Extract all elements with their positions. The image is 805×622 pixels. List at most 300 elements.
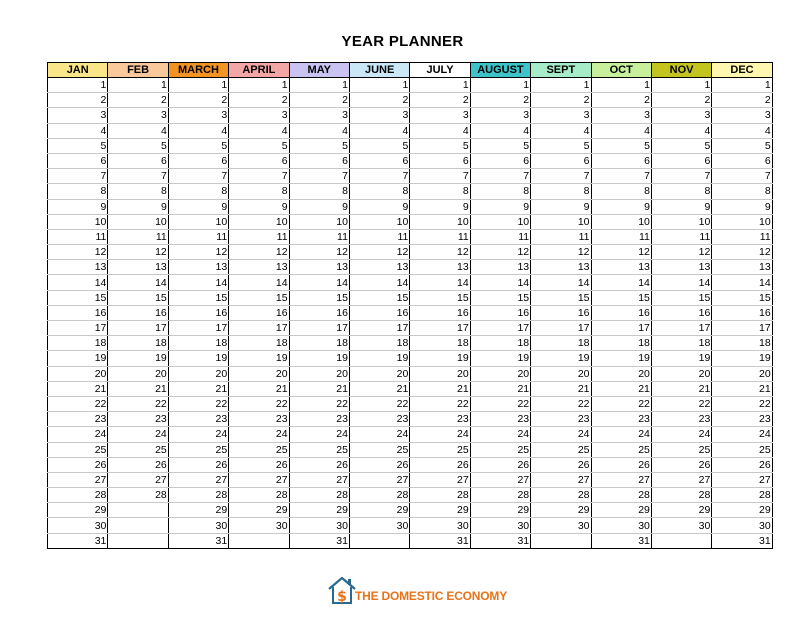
day-cell-may[interactable]: 15 [289,290,349,305]
day-cell-july[interactable]: 16 [410,305,470,320]
day-cell-march[interactable]: 9 [168,199,228,214]
day-cell-july[interactable]: 10 [410,214,470,229]
day-cell-march[interactable]: 14 [168,275,228,290]
day-cell-may[interactable]: 5 [289,138,349,153]
day-cell-april[interactable]: 19 [229,351,289,366]
day-cell-dec[interactable]: 5 [712,138,772,153]
day-cell-august[interactable]: 17 [470,321,530,336]
day-cell-may[interactable]: 8 [289,184,349,199]
day-cell-nov[interactable]: 20 [651,366,711,381]
day-cell-feb[interactable]: 2 [108,93,168,108]
day-cell-jan[interactable]: 30 [48,518,108,533]
day-cell-jan[interactable]: 20 [48,366,108,381]
day-cell-july[interactable]: 9 [410,199,470,214]
day-cell-may[interactable]: 1 [289,78,349,93]
day-cell-march[interactable]: 5 [168,138,228,153]
day-cell-nov[interactable]: 9 [651,199,711,214]
day-cell-dec[interactable]: 26 [712,457,772,472]
day-cell-may[interactable]: 11 [289,229,349,244]
day-cell-jan[interactable]: 16 [48,305,108,320]
day-cell-nov[interactable]: 3 [651,108,711,123]
day-cell-dec[interactable]: 18 [712,336,772,351]
day-cell-sept[interactable]: 10 [531,214,591,229]
day-cell-sept[interactable]: 14 [531,275,591,290]
day-cell-dec[interactable]: 31 [712,533,772,548]
day-cell-feb[interactable] [108,503,168,518]
day-cell-jan[interactable]: 7 [48,169,108,184]
day-cell-july[interactable]: 30 [410,518,470,533]
day-cell-may[interactable]: 30 [289,518,349,533]
day-cell-august[interactable]: 31 [470,533,530,548]
day-cell-nov[interactable]: 29 [651,503,711,518]
day-cell-july[interactable]: 20 [410,366,470,381]
day-cell-jan[interactable]: 4 [48,123,108,138]
day-cell-july[interactable]: 11 [410,229,470,244]
day-cell-july[interactable]: 8 [410,184,470,199]
day-cell-nov[interactable]: 6 [651,153,711,168]
day-cell-oct[interactable]: 28 [591,488,651,503]
day-cell-june[interactable]: 28 [349,488,409,503]
day-cell-april[interactable]: 13 [229,260,289,275]
day-cell-feb[interactable]: 18 [108,336,168,351]
day-cell-june[interactable]: 3 [349,108,409,123]
day-cell-april[interactable]: 22 [229,396,289,411]
day-cell-feb[interactable]: 16 [108,305,168,320]
day-cell-july[interactable]: 22 [410,396,470,411]
day-cell-july[interactable]: 31 [410,533,470,548]
day-cell-feb[interactable]: 28 [108,488,168,503]
day-cell-jan[interactable]: 15 [48,290,108,305]
day-cell-june[interactable]: 29 [349,503,409,518]
day-cell-april[interactable]: 27 [229,472,289,487]
day-cell-dec[interactable]: 4 [712,123,772,138]
day-cell-dec[interactable]: 8 [712,184,772,199]
day-cell-may[interactable]: 2 [289,93,349,108]
day-cell-july[interactable]: 21 [410,381,470,396]
day-cell-april[interactable]: 6 [229,153,289,168]
day-cell-feb[interactable]: 8 [108,184,168,199]
day-cell-oct[interactable]: 24 [591,427,651,442]
day-cell-sept[interactable]: 6 [531,153,591,168]
day-cell-feb[interactable]: 11 [108,229,168,244]
day-cell-april[interactable]: 3 [229,108,289,123]
day-cell-oct[interactable]: 21 [591,381,651,396]
day-cell-may[interactable]: 18 [289,336,349,351]
day-cell-jan[interactable]: 28 [48,488,108,503]
day-cell-march[interactable]: 11 [168,229,228,244]
day-cell-march[interactable]: 22 [168,396,228,411]
day-cell-april[interactable]: 28 [229,488,289,503]
day-cell-feb[interactable]: 3 [108,108,168,123]
day-cell-dec[interactable]: 22 [712,396,772,411]
day-cell-march[interactable]: 4 [168,123,228,138]
day-cell-may[interactable]: 19 [289,351,349,366]
day-cell-dec[interactable]: 17 [712,321,772,336]
day-cell-dec[interactable]: 27 [712,472,772,487]
day-cell-feb[interactable]: 13 [108,260,168,275]
day-cell-august[interactable]: 9 [470,199,530,214]
day-cell-jan[interactable]: 2 [48,93,108,108]
day-cell-nov[interactable]: 8 [651,184,711,199]
day-cell-august[interactable]: 2 [470,93,530,108]
day-cell-jan[interactable]: 17 [48,321,108,336]
day-cell-sept[interactable]: 24 [531,427,591,442]
day-cell-nov[interactable]: 28 [651,488,711,503]
day-cell-sept[interactable]: 17 [531,321,591,336]
day-cell-nov[interactable]: 11 [651,229,711,244]
day-cell-feb[interactable]: 21 [108,381,168,396]
day-cell-june[interactable]: 24 [349,427,409,442]
day-cell-oct[interactable]: 2 [591,93,651,108]
day-cell-oct[interactable]: 11 [591,229,651,244]
day-cell-dec[interactable]: 10 [712,214,772,229]
day-cell-march[interactable]: 7 [168,169,228,184]
day-cell-august[interactable]: 5 [470,138,530,153]
day-cell-dec[interactable]: 15 [712,290,772,305]
day-cell-april[interactable]: 18 [229,336,289,351]
day-cell-april[interactable]: 11 [229,229,289,244]
day-cell-jan[interactable]: 14 [48,275,108,290]
day-cell-august[interactable]: 23 [470,412,530,427]
day-cell-august[interactable]: 3 [470,108,530,123]
day-cell-july[interactable]: 23 [410,412,470,427]
day-cell-sept[interactable]: 11 [531,229,591,244]
day-cell-dec[interactable]: 20 [712,366,772,381]
day-cell-june[interactable]: 15 [349,290,409,305]
day-cell-march[interactable]: 31 [168,533,228,548]
day-cell-dec[interactable]: 30 [712,518,772,533]
day-cell-dec[interactable]: 24 [712,427,772,442]
day-cell-sept[interactable]: 3 [531,108,591,123]
day-cell-april[interactable]: 17 [229,321,289,336]
day-cell-june[interactable]: 4 [349,123,409,138]
day-cell-oct[interactable]: 16 [591,305,651,320]
day-cell-july[interactable]: 2 [410,93,470,108]
day-cell-oct[interactable]: 7 [591,169,651,184]
day-cell-feb[interactable]: 26 [108,457,168,472]
day-cell-nov[interactable]: 16 [651,305,711,320]
day-cell-oct[interactable]: 20 [591,366,651,381]
day-cell-june[interactable]: 10 [349,214,409,229]
day-cell-april[interactable]: 16 [229,305,289,320]
day-cell-may[interactable]: 3 [289,108,349,123]
day-cell-july[interactable]: 17 [410,321,470,336]
day-cell-august[interactable]: 18 [470,336,530,351]
day-cell-feb[interactable]: 15 [108,290,168,305]
day-cell-may[interactable]: 4 [289,123,349,138]
day-cell-jan[interactable]: 11 [48,229,108,244]
day-cell-dec[interactable]: 19 [712,351,772,366]
day-cell-july[interactable]: 1 [410,78,470,93]
day-cell-nov[interactable]: 7 [651,169,711,184]
day-cell-nov[interactable]: 25 [651,442,711,457]
day-cell-oct[interactable]: 22 [591,396,651,411]
day-cell-sept[interactable]: 26 [531,457,591,472]
day-cell-march[interactable]: 3 [168,108,228,123]
day-cell-sept[interactable]: 4 [531,123,591,138]
day-cell-august[interactable]: 24 [470,427,530,442]
day-cell-jan[interactable]: 10 [48,214,108,229]
day-cell-sept[interactable]: 1 [531,78,591,93]
day-cell-june[interactable]: 16 [349,305,409,320]
day-cell-dec[interactable]: 25 [712,442,772,457]
day-cell-march[interactable]: 28 [168,488,228,503]
day-cell-may[interactable]: 16 [289,305,349,320]
day-cell-march[interactable]: 25 [168,442,228,457]
day-cell-june[interactable]: 26 [349,457,409,472]
day-cell-june[interactable]: 17 [349,321,409,336]
day-cell-dec[interactable]: 3 [712,108,772,123]
day-cell-august[interactable]: 27 [470,472,530,487]
day-cell-oct[interactable]: 4 [591,123,651,138]
day-cell-june[interactable]: 20 [349,366,409,381]
day-cell-june[interactable]: 25 [349,442,409,457]
day-cell-august[interactable]: 1 [470,78,530,93]
day-cell-nov[interactable]: 21 [651,381,711,396]
day-cell-april[interactable]: 10 [229,214,289,229]
day-cell-june[interactable]: 14 [349,275,409,290]
day-cell-jan[interactable]: 21 [48,381,108,396]
day-cell-oct[interactable]: 19 [591,351,651,366]
day-cell-jan[interactable]: 26 [48,457,108,472]
day-cell-august[interactable]: 28 [470,488,530,503]
day-cell-june[interactable]: 6 [349,153,409,168]
day-cell-oct[interactable]: 5 [591,138,651,153]
day-cell-may[interactable]: 10 [289,214,349,229]
day-cell-jan[interactable]: 22 [48,396,108,411]
day-cell-oct[interactable]: 25 [591,442,651,457]
day-cell-feb[interactable]: 1 [108,78,168,93]
day-cell-sept[interactable]: 18 [531,336,591,351]
day-cell-june[interactable]: 8 [349,184,409,199]
day-cell-feb[interactable]: 25 [108,442,168,457]
day-cell-oct[interactable]: 29 [591,503,651,518]
day-cell-feb[interactable]: 22 [108,396,168,411]
day-cell-july[interactable]: 14 [410,275,470,290]
day-cell-feb[interactable]: 4 [108,123,168,138]
day-cell-july[interactable]: 3 [410,108,470,123]
day-cell-oct[interactable]: 6 [591,153,651,168]
day-cell-march[interactable]: 23 [168,412,228,427]
day-cell-march[interactable]: 8 [168,184,228,199]
day-cell-jan[interactable]: 3 [48,108,108,123]
day-cell-dec[interactable]: 13 [712,260,772,275]
day-cell-dec[interactable]: 21 [712,381,772,396]
day-cell-nov[interactable]: 17 [651,321,711,336]
day-cell-august[interactable]: 4 [470,123,530,138]
day-cell-august[interactable]: 29 [470,503,530,518]
day-cell-june[interactable]: 2 [349,93,409,108]
day-cell-may[interactable]: 26 [289,457,349,472]
day-cell-jan[interactable]: 6 [48,153,108,168]
day-cell-feb[interactable]: 14 [108,275,168,290]
day-cell-dec[interactable]: 11 [712,229,772,244]
day-cell-march[interactable]: 17 [168,321,228,336]
day-cell-oct[interactable]: 31 [591,533,651,548]
day-cell-dec[interactable]: 7 [712,169,772,184]
day-cell-jan[interactable]: 8 [48,184,108,199]
day-cell-nov[interactable]: 12 [651,245,711,260]
day-cell-sept[interactable]: 13 [531,260,591,275]
day-cell-march[interactable]: 12 [168,245,228,260]
day-cell-june[interactable]: 19 [349,351,409,366]
day-cell-august[interactable]: 26 [470,457,530,472]
day-cell-may[interactable]: 28 [289,488,349,503]
day-cell-august[interactable]: 12 [470,245,530,260]
day-cell-feb[interactable]: 19 [108,351,168,366]
day-cell-oct[interactable]: 23 [591,412,651,427]
day-cell-sept[interactable]: 30 [531,518,591,533]
day-cell-nov[interactable]: 30 [651,518,711,533]
day-cell-sept[interactable]: 8 [531,184,591,199]
day-cell-august[interactable]: 6 [470,153,530,168]
day-cell-nov[interactable]: 10 [651,214,711,229]
day-cell-oct[interactable]: 9 [591,199,651,214]
day-cell-april[interactable]: 2 [229,93,289,108]
day-cell-feb[interactable]: 10 [108,214,168,229]
day-cell-jan[interactable]: 9 [48,199,108,214]
day-cell-may[interactable]: 7 [289,169,349,184]
day-cell-may[interactable]: 24 [289,427,349,442]
day-cell-march[interactable]: 6 [168,153,228,168]
day-cell-dec[interactable]: 9 [712,199,772,214]
day-cell-july[interactable]: 13 [410,260,470,275]
day-cell-april[interactable]: 14 [229,275,289,290]
day-cell-sept[interactable]: 2 [531,93,591,108]
day-cell-march[interactable]: 24 [168,427,228,442]
day-cell-august[interactable]: 30 [470,518,530,533]
day-cell-sept[interactable]: 21 [531,381,591,396]
day-cell-april[interactable]: 5 [229,138,289,153]
day-cell-dec[interactable]: 23 [712,412,772,427]
day-cell-oct[interactable]: 27 [591,472,651,487]
day-cell-june[interactable]: 13 [349,260,409,275]
day-cell-august[interactable]: 13 [470,260,530,275]
day-cell-feb[interactable]: 20 [108,366,168,381]
day-cell-august[interactable]: 11 [470,229,530,244]
day-cell-jan[interactable]: 12 [48,245,108,260]
day-cell-june[interactable]: 18 [349,336,409,351]
day-cell-oct[interactable]: 10 [591,214,651,229]
day-cell-sept[interactable]: 29 [531,503,591,518]
day-cell-dec[interactable]: 12 [712,245,772,260]
day-cell-march[interactable]: 2 [168,93,228,108]
day-cell-may[interactable]: 29 [289,503,349,518]
day-cell-july[interactable]: 19 [410,351,470,366]
day-cell-july[interactable]: 25 [410,442,470,457]
day-cell-august[interactable]: 15 [470,290,530,305]
day-cell-august[interactable]: 7 [470,169,530,184]
day-cell-oct[interactable]: 14 [591,275,651,290]
day-cell-march[interactable]: 10 [168,214,228,229]
day-cell-feb[interactable] [108,518,168,533]
day-cell-august[interactable]: 25 [470,442,530,457]
day-cell-april[interactable]: 25 [229,442,289,457]
day-cell-jan[interactable]: 5 [48,138,108,153]
day-cell-sept[interactable]: 25 [531,442,591,457]
day-cell-june[interactable]: 23 [349,412,409,427]
day-cell-may[interactable]: 20 [289,366,349,381]
day-cell-nov[interactable]: 19 [651,351,711,366]
day-cell-may[interactable]: 9 [289,199,349,214]
day-cell-feb[interactable]: 7 [108,169,168,184]
day-cell-may[interactable]: 21 [289,381,349,396]
day-cell-june[interactable]: 30 [349,518,409,533]
day-cell-july[interactable]: 18 [410,336,470,351]
day-cell-nov[interactable] [651,533,711,548]
day-cell-august[interactable]: 14 [470,275,530,290]
day-cell-sept[interactable]: 20 [531,366,591,381]
day-cell-feb[interactable]: 6 [108,153,168,168]
day-cell-march[interactable]: 21 [168,381,228,396]
day-cell-sept[interactable]: 27 [531,472,591,487]
day-cell-april[interactable] [229,533,289,548]
day-cell-jan[interactable]: 18 [48,336,108,351]
day-cell-march[interactable]: 26 [168,457,228,472]
day-cell-nov[interactable]: 27 [651,472,711,487]
day-cell-june[interactable]: 27 [349,472,409,487]
day-cell-april[interactable]: 23 [229,412,289,427]
day-cell-july[interactable]: 29 [410,503,470,518]
day-cell-feb[interactable]: 24 [108,427,168,442]
day-cell-june[interactable]: 12 [349,245,409,260]
day-cell-dec[interactable]: 28 [712,488,772,503]
day-cell-jan[interactable]: 13 [48,260,108,275]
day-cell-oct[interactable]: 13 [591,260,651,275]
day-cell-jan[interactable]: 25 [48,442,108,457]
day-cell-july[interactable]: 28 [410,488,470,503]
day-cell-june[interactable]: 7 [349,169,409,184]
day-cell-march[interactable]: 18 [168,336,228,351]
day-cell-july[interactable]: 15 [410,290,470,305]
day-cell-july[interactable]: 24 [410,427,470,442]
day-cell-oct[interactable]: 30 [591,518,651,533]
day-cell-august[interactable]: 16 [470,305,530,320]
day-cell-march[interactable]: 16 [168,305,228,320]
day-cell-april[interactable]: 9 [229,199,289,214]
day-cell-march[interactable]: 30 [168,518,228,533]
day-cell-april[interactable]: 29 [229,503,289,518]
day-cell-march[interactable]: 19 [168,351,228,366]
day-cell-april[interactable]: 12 [229,245,289,260]
day-cell-oct[interactable]: 3 [591,108,651,123]
day-cell-june[interactable]: 1 [349,78,409,93]
day-cell-nov[interactable]: 2 [651,93,711,108]
day-cell-august[interactable]: 21 [470,381,530,396]
day-cell-june[interactable]: 11 [349,229,409,244]
day-cell-august[interactable]: 8 [470,184,530,199]
day-cell-may[interactable]: 12 [289,245,349,260]
day-cell-sept[interactable]: 15 [531,290,591,305]
day-cell-nov[interactable]: 22 [651,396,711,411]
day-cell-dec[interactable]: 6 [712,153,772,168]
day-cell-sept[interactable]: 28 [531,488,591,503]
day-cell-jan[interactable]: 27 [48,472,108,487]
day-cell-sept[interactable] [531,533,591,548]
day-cell-june[interactable]: 22 [349,396,409,411]
day-cell-sept[interactable]: 19 [531,351,591,366]
day-cell-feb[interactable]: 17 [108,321,168,336]
day-cell-march[interactable]: 29 [168,503,228,518]
day-cell-sept[interactable]: 16 [531,305,591,320]
day-cell-july[interactable]: 4 [410,123,470,138]
day-cell-april[interactable]: 4 [229,123,289,138]
day-cell-april[interactable]: 26 [229,457,289,472]
day-cell-dec[interactable]: 14 [712,275,772,290]
day-cell-april[interactable]: 1 [229,78,289,93]
day-cell-dec[interactable]: 2 [712,93,772,108]
day-cell-may[interactable]: 31 [289,533,349,548]
